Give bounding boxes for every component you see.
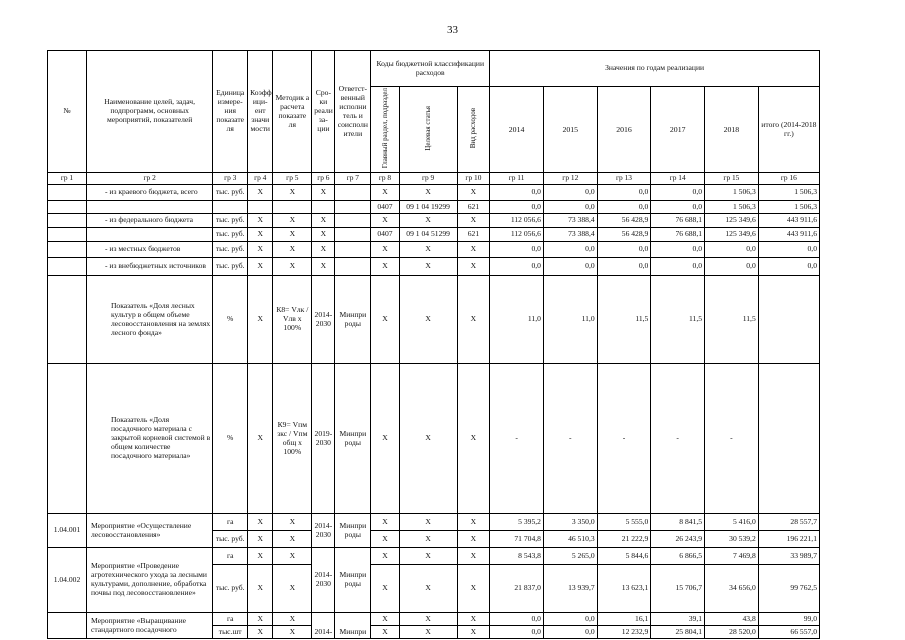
group-label: гр 5	[273, 173, 312, 185]
header-year: 2017	[651, 87, 705, 173]
header-num: №	[48, 51, 87, 173]
indicator-method: К9= Vпм зкс / Vпм общ x 100%	[273, 364, 312, 514]
row-name: - из федерального бюджета	[86, 214, 212, 228]
header-resp: Ответст-венный исполни тель и соисполн ители	[335, 51, 371, 173]
header-total: итого (2014-2018 гг.)	[758, 87, 819, 173]
group-label: гр 13	[597, 173, 651, 185]
table-row: Показатель «Доля лесных культур в общем объеме лесовосстановления на землях лесного фонда» % X К8= Vлк / Vлв x 100% 2014-2030 Минпри роды X X X 11,0 11,0 11,5 11,5 11,5	[48, 276, 820, 364]
group-label: гр 10	[457, 173, 490, 185]
page-number: 33	[447, 24, 458, 36]
group-label: гр 4	[248, 173, 273, 185]
table-row: 1.04.001 Мероприятие «Осуществление лесовосстановления» га X X 2014-2030 Минпри роды X X X 5 395,2 3 350,0 5 555,0 8 841,5 5 416,0 28 557,7	[48, 514, 820, 531]
table-row: 0407 09 1 04 19299 621 0,0 0,0 0,0 0,0 1 506,3 1 506,3	[48, 201, 820, 214]
header-name: Наименование целей, задач, подпрограмм, основных мероприятий, показателей	[86, 51, 212, 173]
group-label: гр 15	[705, 173, 759, 185]
group-label: гр 9	[399, 173, 457, 185]
header-values: Значения по годам реализации	[490, 51, 820, 87]
header-coef: Коэфф ици-ент значи мости	[248, 51, 273, 173]
group-label: гр 8	[371, 173, 399, 185]
table-row: Мероприятие «Выращивание стандартного посадочного га X X 2014- Минпри X X X 0,0 0,0 16,1 39,1 43,8 99,0	[48, 613, 820, 626]
group-numbers-row	[48, 173, 820, 185]
measure-name: Мероприятие «Проведение агротехнического ухода за лесными культурами, дополнение, обработка почвы под лесовосстановление»	[86, 548, 212, 613]
header-code-vid: Вид расходов	[469, 108, 478, 149]
header-year: 2015	[543, 87, 597, 173]
indicator-name: Показатель «Доля посадочного материала с закрытой корневой системой в общем количестве посадочного материала»	[86, 364, 212, 514]
table-row: - из внебюджетных источников тыс. руб. X X X X X X 0,0 0,0 0,0 0,0 0,0 0,0	[48, 258, 820, 276]
program-table	[47, 50, 820, 639]
group-label: гр 11	[490, 173, 544, 185]
row-name: - из внебюджетных источников	[86, 258, 212, 276]
header-codes: Коды бюджетной классификации расходов	[371, 51, 490, 87]
header-terms: Сро-ки реали за-ции	[312, 51, 335, 173]
indicator-name: Показатель «Доля лесных культур в общем объеме лесовосстановления на землях лесного фонда»	[86, 276, 212, 364]
table-row: тыс. руб. X X X X X 21 837,0 13 939,7 13 623,1 15 706,7 34 656,0 99 762,5	[48, 565, 820, 613]
measure-name: Мероприятие «Выращивание стандартного посадочного	[86, 613, 212, 639]
group-label: гр 7	[335, 173, 371, 185]
header-year: 2018	[705, 87, 759, 173]
table-row: тыс. руб. X X X X X 71 704,8 46 510,3 21 222,9 26 243,9 30 539,2 196 221,1	[48, 531, 820, 548]
table-row: тыс.шт X X X X X 0,0 0,0 12 232,9 25 804,1 28 520,0 66 557,0	[48, 626, 820, 639]
indicator-method: К8= Vлк / Vлв x 100%	[273, 276, 312, 364]
header-year: 2016	[597, 87, 651, 173]
table-row: - из краевого бюджета, всего тыс. руб. X X X X X X 0,0 0,0 0,0 0,0 1 506,3 1 506,3	[48, 185, 820, 201]
group-label: гр 6	[312, 173, 335, 185]
header-code-razdel: Главный раздел, подраздел	[380, 88, 389, 169]
header-code-statya: Целевая статья	[424, 105, 432, 151]
group-label: гр 14	[651, 173, 705, 185]
table-row: Показатель «Доля посадочного материала с закрытой корневой системой в общем количестве посадочного материала» % X К9= Vпм зкс / Vпм общ x 100% 2019-2030 Минпри роды X X X - - - - -	[48, 364, 820, 514]
measure-name: Мероприятие «Осуществление лесовосстановления»	[86, 514, 212, 548]
group-label: гр 12	[543, 173, 597, 185]
table-row: тыс. руб. X X X 0407 09 1 04 51299 621 112 056,6 73 388,4 56 428,9 76 688,1 125 349,6 443 911,6	[48, 228, 820, 242]
header-year: 2014	[490, 87, 544, 173]
group-label: гр 1	[48, 173, 87, 185]
group-label: гр 2	[86, 173, 212, 185]
group-label: гр 16	[758, 173, 819, 185]
table-row: 1.04.002 Мероприятие «Проведение агротехнического ухода за лесными культурами, дополнение, обработка почвы под лесовосстановление» га X X 2014-2030 Минпри роды X X X 8 543,8 5 265,0 5 844,6 6 866,5 7 469,8 33 989,7	[48, 548, 820, 565]
header-unit: Единица измере-ния показате ля	[213, 51, 248, 173]
row-name: - из краевого бюджета, всего	[86, 185, 212, 201]
table-row: - из местных бюджетов тыс. руб. X X X X X X 0,0 0,0 0,0 0,0 0,0 0,0	[48, 242, 820, 258]
row-name: - из местных бюджетов	[86, 242, 212, 258]
item-number: 1.04.002	[48, 548, 87, 613]
group-label: гр 3	[213, 173, 248, 185]
header-method: Методик а расчета показате ля	[273, 51, 312, 173]
item-number: 1.04.001	[48, 514, 87, 548]
table-row: - из федерального бюджета тыс. руб. X X X X X X 112 056,6 73 388,4 56 428,9 76 688,1 125 349,6 443 911,6	[48, 214, 820, 228]
